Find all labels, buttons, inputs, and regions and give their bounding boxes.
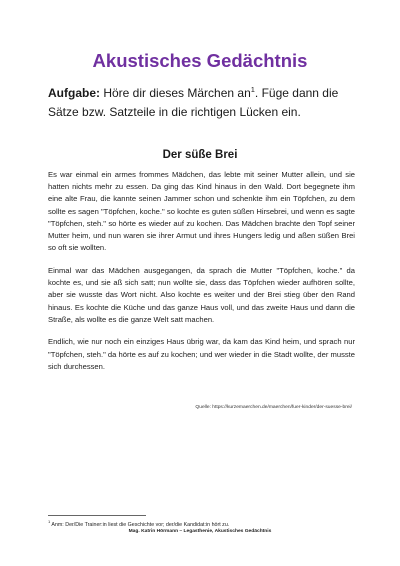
- footnote-number: 1: [48, 519, 51, 524]
- task-label: Aufgabe:: [48, 86, 100, 100]
- footnote-reference: 1: [250, 85, 255, 94]
- source-citation: Quelle: https://kurzemaerchen.de/maerchen/fuer-kinder/der-suesse-brei/: [195, 405, 352, 410]
- page-title: Akustisches Gedächtnis: [92, 50, 308, 71]
- story-paragraph-1: Es war einmal ein armes frommes Mädchen, das lebte mit seiner Mutter allein, und sie hatten nichts mehr zu essen. Da ging das Kind hinaus in den Wald. Dort begegnete ihm eine alte Frau, die kannte seinen Jammer schon und schenkte ihm ein Töpfchen, zu dem sollte es sagen "Töpfchen, koche." so kochte es guten süßen Hirsebrei, und wenn es sagte "Töpfchen, steh." so hörte es wieder auf zu kochen. Das Mädchen brachte den Topf seiner Mutter heim, und nun waren sie ihrer Armut und ihres Hungers ledig und aßen süßen Brei so oft sie wollten.: [48, 170, 355, 253]
- page-footer: Mag. Katrin Hörmann – Legasthenie, Akustisches Gedächtnis: [128, 529, 272, 534]
- story-paragraph-2: Einmal war das Mädchen ausgegangen, da sprach die Mutter "Töpfchen, koche." da kochte es, und sie aß sich satt; nun wollte sie, dass das Töpfchen wieder aufhören sollte, aber sie wusste das Wort nicht. Also kochte es weiter und der Brei stieg über den Rand hinaus. Es kochte die Küche und das ganze Haus voll, und das zweite Haus und dann die Straße, als wollte es die ganze Welt satt machen.: [48, 265, 355, 324]
- story-text: [48, 169, 355, 384]
- story-paragraph-3: Endlich, wie nur noch ein einziges Haus übrig war, da kam das Kind heim, und sprach nur "Töpfchen, steh." da hörte es auf zu kochen; und wer wieder in die Stadt wollte, der musste sich durchessen.: [48, 337, 355, 371]
- footnote-divider: [48, 515, 146, 516]
- task-instruction: [48, 84, 360, 122]
- task-text-end: . Füge dann die Sätze bzw. Satzteile in die richtigen Lücken ein.: [48, 86, 339, 119]
- footnote: [48, 519, 229, 528]
- story-title: Der süße Brei: [162, 149, 238, 161]
- task-text-start: Höre dir dieses Märchen an: [100, 86, 251, 100]
- footnote-text: Anm: Der/Die Trainer:in liest die Geschichte vor; der/die Kandidat:in hört zu.: [50, 521, 230, 528]
